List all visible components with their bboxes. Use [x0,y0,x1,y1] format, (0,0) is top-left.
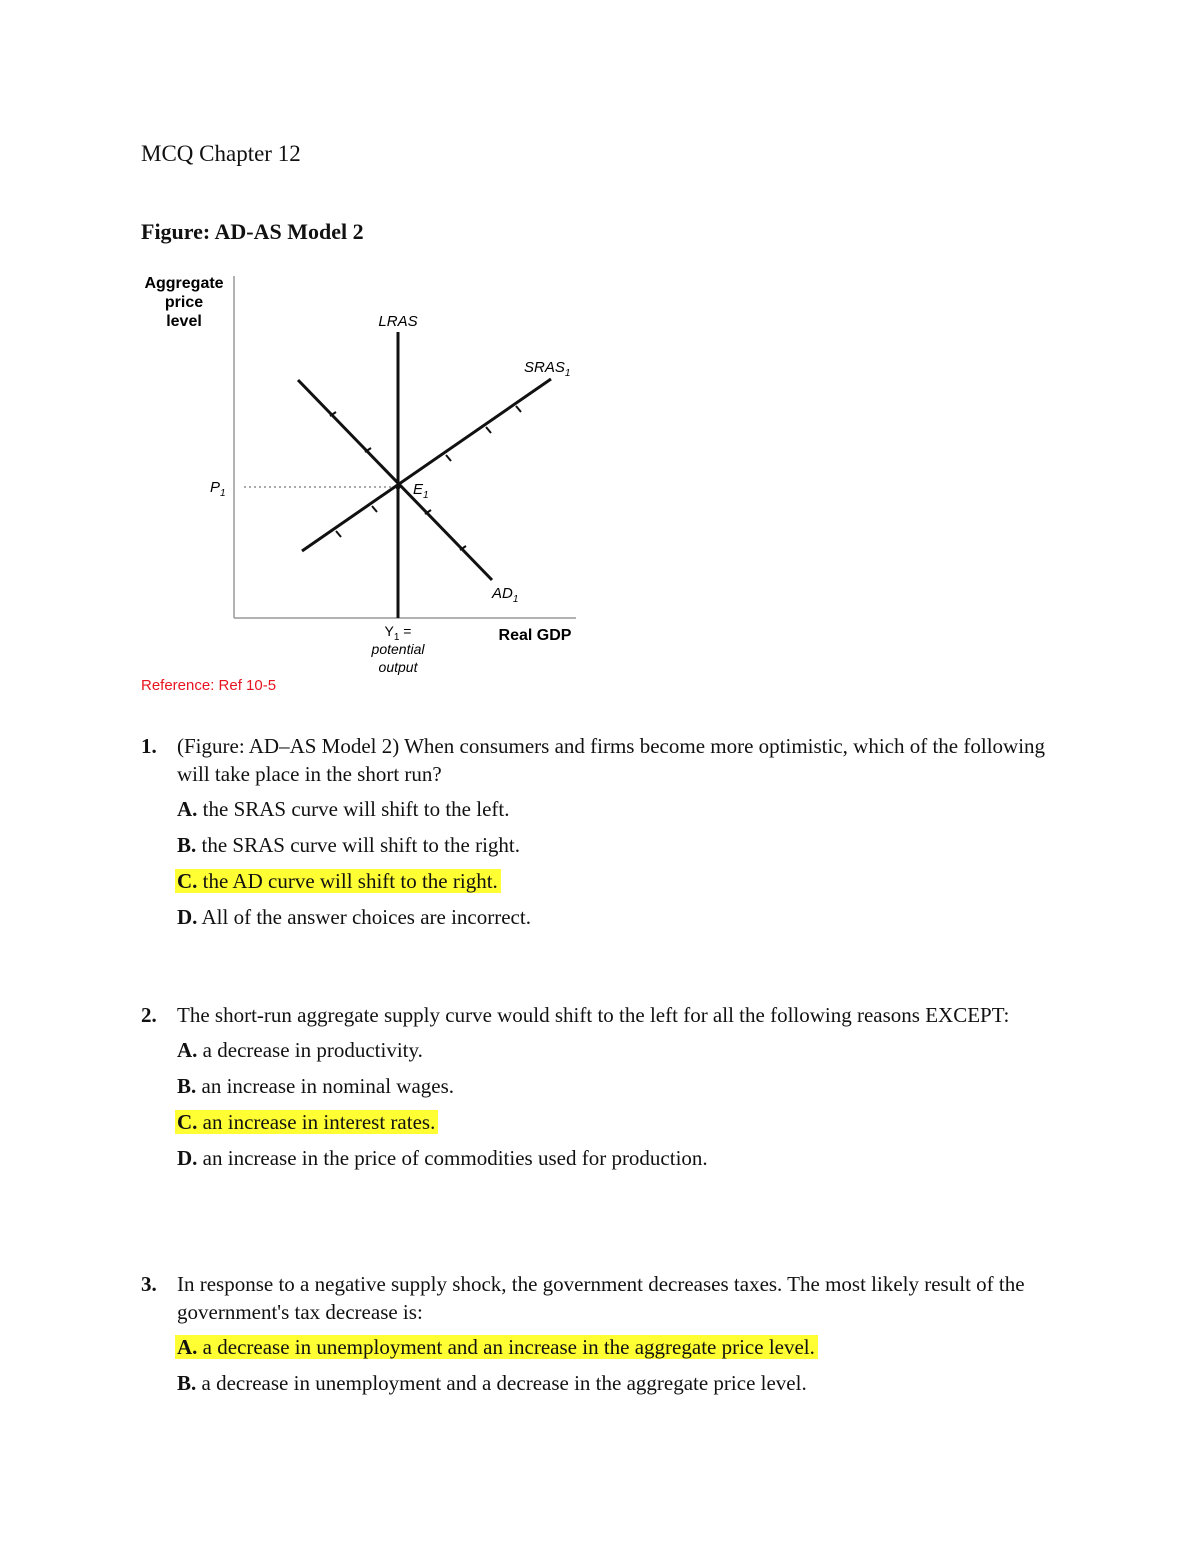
question-text: The short-run aggregate supply curve would shift to the left for all the following reasons EXCEPT: [177,1003,1010,1027]
option-c-correct[interactable]: C. the AD curve will shift to the right. [177,863,1081,899]
ad-label: $AD_1$ [492,585,519,605]
y-axis-label-3: level [166,313,202,330]
sras-line [302,379,551,551]
option-a[interactable]: A. a decrease in productivity. [177,1038,423,1062]
option-b[interactable]: B. a decrease in unemployment and a decrease in the aggregate price level. [177,1371,807,1395]
option-d[interactable]: D. an increase in the price of commodities used for production. [177,1146,708,1170]
sras-label: $SRAS_1$ [524,359,571,379]
lras-label: LRAS [378,313,418,330]
option-d[interactable]: D. All of the answer choices are incorrect. [177,905,531,929]
option-a[interactable]: A. the SRAS curve will shift to the left. [177,797,510,821]
x-axis-label: Real GDP [498,627,572,644]
option-b[interactable]: B. the SRAS curve will shift to the right. [177,833,520,857]
question-2 [141,1001,1081,1176]
document-title: MCQ Chapter 12 [141,141,301,166]
p1-label: $P_1$ [210,479,226,499]
y1-label: $Y_1$ = [384,623,412,643]
option-b[interactable]: B. an increase in nominal wages. [177,1074,455,1098]
option-c-correct[interactable]: C. an increase in interest rates. [177,1104,1081,1140]
reference-note: Reference: Ref 10-5 [141,677,277,694]
question-number: 2. [141,1003,157,1027]
question-text: (Figure: AD–AS Model 2) When consumers and firms become more optimistic, which of the following will take place in the short run? [177,734,1046,786]
y-axis-label-1: Aggregate [144,275,224,292]
e1-label: $E_1$ [413,481,429,501]
figure-title: Figure: AD-AS Model 2 [141,219,364,244]
question-text: In response to a negative supply shock, the government decreases taxes. The most likely result of the government's tax decrease is: [177,1272,1025,1324]
equilibrium-point [396,485,401,490]
option-a-correct[interactable]: A. a decrease in unemployment and an increase in the aggregate price level. [177,1329,1081,1365]
output-label: output [378,659,418,675]
question-number: 3. [141,1272,157,1296]
potential-label: potential [371,641,425,657]
y-axis-label-2: price [164,294,204,311]
question-1 [141,732,1081,935]
ad-line [298,380,492,580]
question-number: 1. [141,734,157,758]
question-3 [141,1270,1081,1401]
ad-as-figure [120,262,600,682]
